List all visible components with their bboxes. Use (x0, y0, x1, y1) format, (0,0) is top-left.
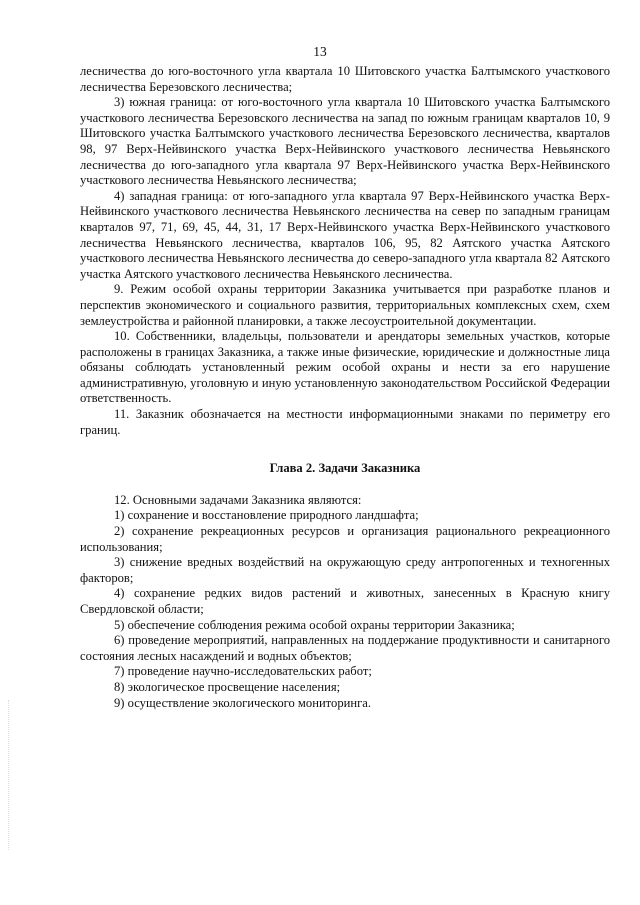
list-item: 6) проведение мероприятий, направленных на поддержание продуктивности и санитарного состояния лесных насаждений и водных объектов; (80, 633, 610, 663)
page-number: 13 (313, 44, 327, 59)
list-item: 1) сохранение и восстановление природного ландшафта; (114, 508, 419, 523)
list-item: 9) осуществление экологического мониторинга. (114, 695, 371, 710)
list-item: 8) экологическое просвещение населения; (114, 679, 341, 694)
list-item: 4) сохранение редких видов растений и животных, занесенных в Красную книгу Свердловской области; (80, 586, 610, 616)
paragraph-west-border: 4) западная граница: от юго-западного угла квартала 97 Верх-Нейвинского участка Верх-Нейвинского участкового лесничества Невьянского лесничества на север по западным границам кварталов 97, 71, 69, 45, 44, 31, 17 Верх-Нейвинского участка Верх-Нейвинского участкового лесничества Невьянского лесничества, кварталов 106, 95, 82 Аятского участка Аятского участкового лесничества Невьянского лесничества до северо-западного угла квартала 82 Аятского участка Аятского участкового лесничества Невьянского лесничества. (80, 188, 610, 281)
paragraph-south-border: 3) южная граница: от юго-восточного угла квартала 10 Шитовского участка Балтымского участкового лесничества Березовского лесничества на запад по южным границам кварталов 10, 9 Шитовского участка Балтымского участкового лесничества Березовского лесничества, кварталов 98, 97 Верх-Нейвинского участка Верх-Нейвинского участкового лесничества Невьянского лесничества до юго-западного угла квартала 97 Верх-Нейвинского участка Верх-Нейвинского участкового лесничества Невьянского лесничества; (80, 95, 610, 188)
list-item: 7) проведение научно-исследовательских работ; (114, 664, 372, 679)
scan-margin-marks (8, 700, 12, 850)
paragraph-11: 11. Заказник обозначается на местности информационными знаками по периметру его границ. (80, 407, 610, 437)
document-body (80, 64, 610, 711)
list-item: 3) снижение вредных воздействий на окружающую среду антропогенных и техногенных факторов; (80, 555, 610, 585)
paragraph-9: 9. Режим особой охраны территории Заказника учитывается при разработке планов и перспектив экономического и социального развития, территориальных комплексных схем, схем землеустройства и районной планировки, а также лесоустроительной документации. (80, 282, 610, 328)
list-item: 5) обеспечение соблюдения режима особой охраны территории Заказника; (114, 617, 515, 632)
paragraph-12: 12. Основными задачами Заказника являются: (114, 492, 362, 507)
list-item: 2) сохранение рекреационных ресурсов и организация рационального рекреационного использования; (80, 524, 610, 554)
chapter-heading: Глава 2. Задачи Заказника (269, 461, 421, 476)
paragraph-10: 10. Собственники, владельцы, пользователи и арендаторы земельных участков, которые расположены в границах Заказника, а также иные физические, юридические и должностные лица обязаны соблюдать установленный режим особой охраны и нести за его нарушение административную, уголовную и иную установленную законодательством Российской Федерации ответственность. (80, 329, 610, 406)
paragraph-continuation: лесничества до юго-восточного угла квартала 10 Шитовского участка Балтымского участкового лесничества Березовского лесничества; (80, 64, 610, 94)
